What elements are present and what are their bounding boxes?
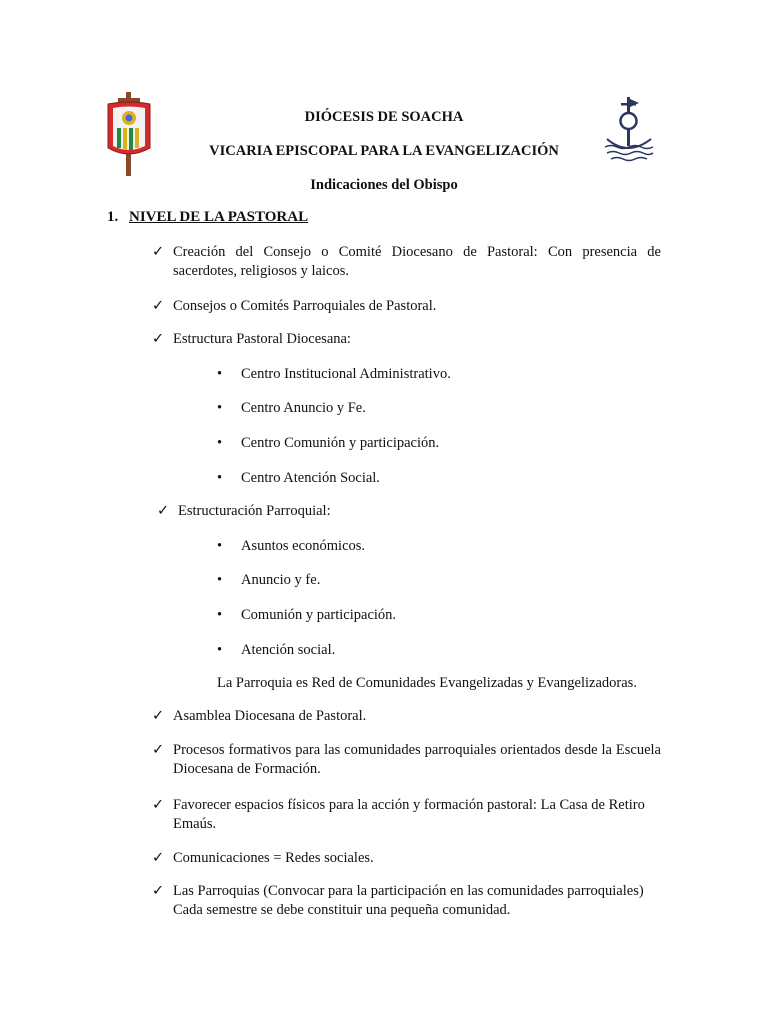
checklist-item-text: Favorecer espacios físicos para la acción y formación pastoral: La Casa de Retiro Emaús. — [173, 797, 645, 832]
document-title-vicariate: VICARIA EPISCOPAL PARA LA EVANGELIZACIÓN — [209, 143, 559, 159]
checklist-item-text: Estructuración Parroquial: — [178, 503, 331, 519]
list-item-text: Centro Anuncio y Fe. — [241, 400, 366, 416]
bullet-icon: • — [217, 366, 223, 382]
document-title-diocese: DIÓCESIS DE SOACHA — [304, 109, 464, 125]
checklist-item-text: Comunicaciones = Redes sociales. — [173, 850, 374, 866]
list-item-text: Centro Institucional Administrativo. — [241, 366, 451, 382]
section-title: NIVEL DE LA PASTORAL — [129, 209, 309, 225]
bullet-icon: • — [217, 435, 223, 451]
checkmark-icon: ✓ — [152, 298, 165, 314]
bullet-icon: • — [217, 470, 223, 486]
list-item-text: Centro Atención Social. — [241, 470, 380, 486]
checkmark-icon: ✓ — [152, 797, 165, 813]
parish-note-paragraph: La Parroquia es Red de Comunidades Evangelizadas y Evangelizadoras. — [217, 675, 637, 691]
checkmark-icon: ✓ — [152, 742, 165, 758]
section-number: 1. — [107, 209, 119, 225]
list-item-text: Comunión y participación. — [241, 607, 397, 623]
checklist-item-text: Procesos formativos para las comunidades parroquiales orientados desde la Escuela Diocesana de Formación. — [173, 742, 661, 777]
bullet-icon: • — [217, 400, 223, 416]
section-heading — [107, 209, 308, 226]
checkmark-icon: ✓ — [157, 503, 170, 519]
document-subtitle: Indicaciones del Obispo — [310, 177, 458, 193]
bullet-icon: • — [217, 642, 223, 658]
list-item-text: Atención social. — [241, 642, 336, 658]
checkmark-icon: ✓ — [152, 331, 165, 347]
bullet-icon: • — [217, 572, 223, 588]
checklist-item-text: Creación del Consejo o Comité Diocesano de Pastoral: Con presencia de sacerdotes, religiosos y laicos. — [173, 244, 661, 279]
checkmark-icon: ✓ — [152, 708, 165, 724]
diocese-coat-of-arms-logo — [104, 90, 154, 178]
bullet-icon: • — [217, 607, 223, 623]
list-item-text: Asuntos económicos. — [241, 538, 366, 554]
bullet-icon: • — [217, 538, 223, 554]
list-item-text: Anuncio y fe. — [241, 572, 321, 588]
checklist-item-text: Estructura Pastoral Diocesana: — [173, 331, 351, 347]
list-item-text: Centro Comunión y participación. — [241, 435, 440, 451]
checklist-item-text: Consejos o Comités Parroquiales de Pastoral. — [173, 298, 437, 314]
checkmark-icon: ✓ — [152, 244, 165, 260]
checkmark-icon: ✓ — [152, 883, 165, 899]
checkmark-icon: ✓ — [152, 850, 165, 866]
checklist-item-text: Las Parroquias (Convocar para la participación en las comunidades parroquiales) Cada semestre se debe constituir una pequeña comunidad. — [173, 883, 644, 918]
checklist-item-text: Asamblea Diocesana de Pastoral. — [173, 708, 367, 724]
